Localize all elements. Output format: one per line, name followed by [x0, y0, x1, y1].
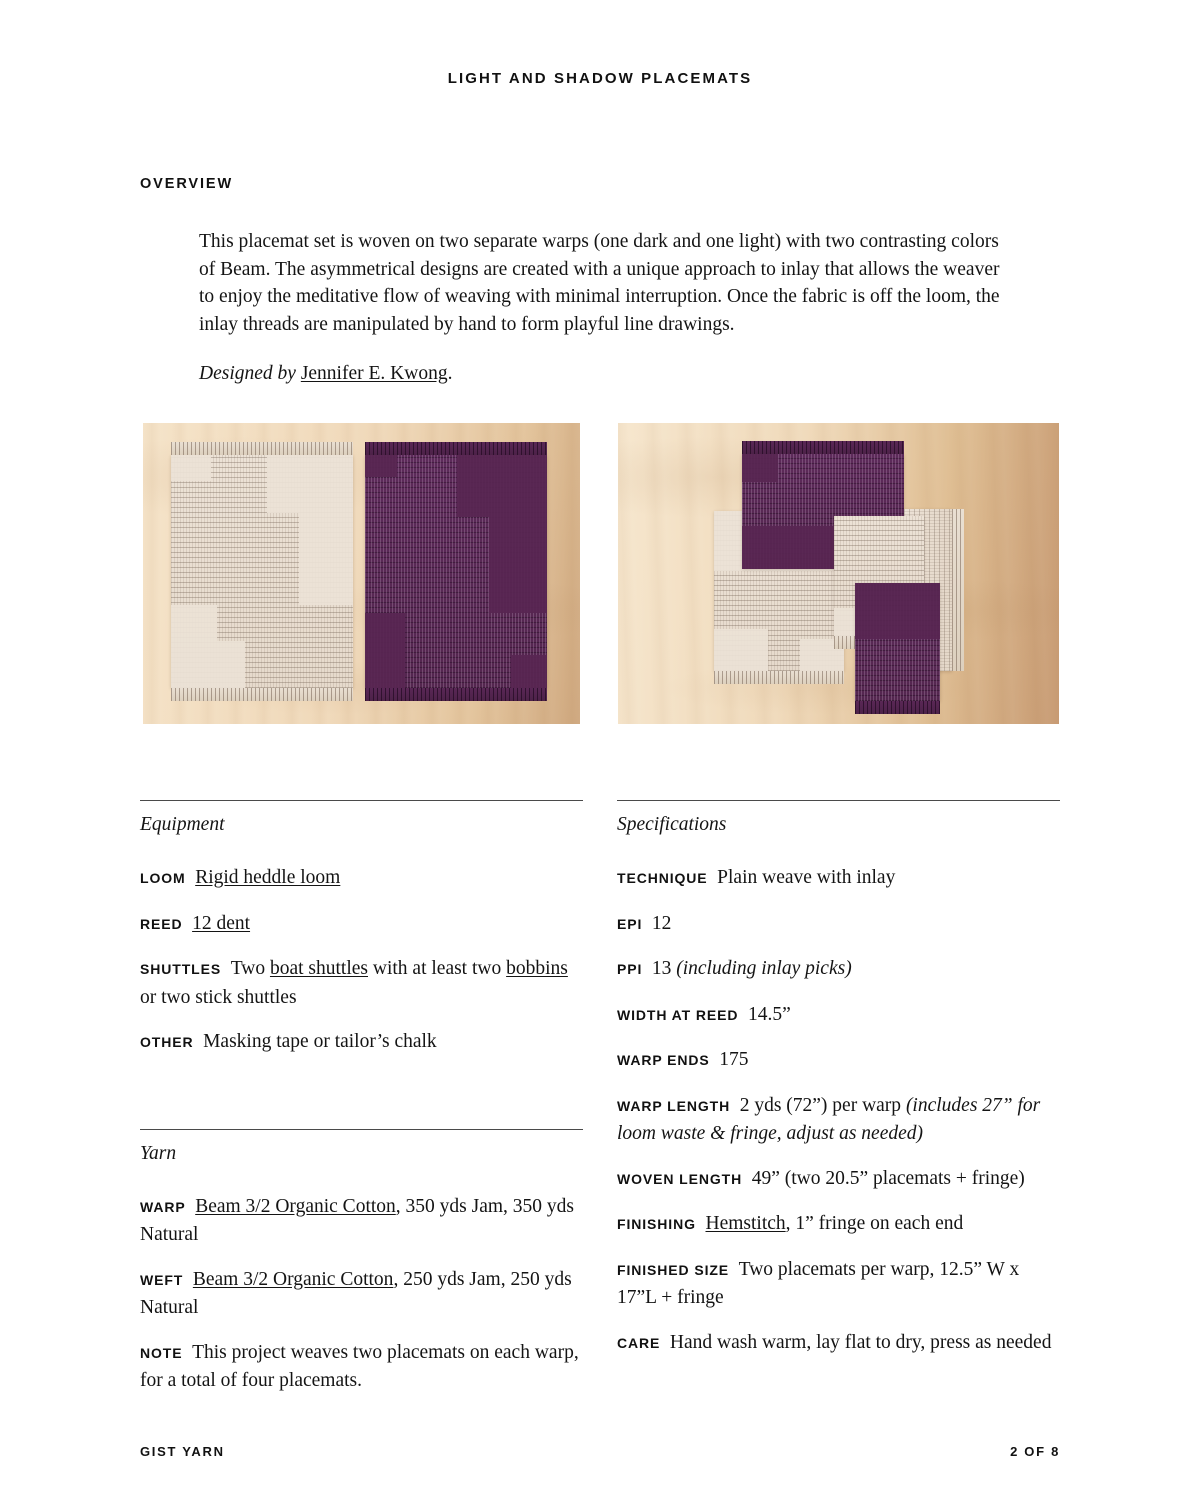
spec-item-width-at-reed [617, 1001, 1060, 1030]
spec-label-warp-ends: WARP ENDS [617, 1052, 710, 1068]
yarn-value-note: This project weaves two placemats on each warp, for a total of four placemats. [140, 1341, 579, 1391]
overview-section [140, 176, 1060, 388]
specifications-title: Specifications [617, 814, 727, 835]
equipment-label-reed: REED [140, 915, 183, 932]
designed-by-label: Designed by [199, 363, 296, 384]
inlay-shape [742, 454, 778, 482]
equipment-label-loom: LOOM [140, 870, 186, 886]
photo-four-placemats-stacked [618, 423, 1059, 724]
spec-note-ppi: (including inlay picks) [676, 958, 852, 979]
shuttles-text-pre: Two [230, 958, 270, 979]
spec-label-warp-length: WARP LENGTH [617, 1097, 731, 1114]
yarn-block [140, 1129, 583, 1395]
overview-paragraph: This placemat set is woven on two separate warps (one dark and one light) with two contrasting colors of Beam. The asymmetrical designs are created with a unique approach to inlay that allows the weaver to enjoy the meditative flow of weaving with minimal interruption. Once the fabric is off the loom, the inlay threads are manipulated by hand to form playful line drawings. [199, 231, 1000, 335]
page-footer [140, 1444, 1060, 1459]
spec-note-warp-length: (includes 27” for loom waste & fringe, adjust as needed) [617, 1094, 1041, 1144]
spec-value-warp-ends: 175 [719, 1049, 749, 1070]
yarn-link-warp[interactable]: Beam 3/2 Organic Cotton [195, 1195, 396, 1217]
spec-item-woven-length [617, 1165, 1060, 1194]
inlay-shape [855, 583, 940, 639]
details-columns [0, 800, 1200, 1420]
spec-value-finished-size: Two placemats per warp, 12.5” W x 17”L + fringe [617, 1258, 1020, 1308]
equipment-value-other: Masking tape or tailor’s chalk [203, 1031, 437, 1052]
spec-item-ppi [617, 955, 1060, 984]
footer-page-number: 2 OF 8 [1010, 1444, 1060, 1459]
equipment-item-shuttles [140, 955, 583, 1011]
right-column [617, 800, 1060, 1357]
yarn-value-weft: , 250 yds Jam, 250 yds Natural [140, 1268, 572, 1318]
inlay-shape [489, 517, 547, 613]
specifications-list [617, 864, 1060, 1357]
equipment-label-shuttles: SHUTTLES [140, 961, 222, 977]
page-header [0, 70, 1200, 87]
placemat-jam [365, 455, 547, 688]
fringe-bottom [714, 671, 844, 684]
inlay-shape [171, 605, 217, 688]
spec-label-care: CARE [617, 1334, 661, 1351]
placemat-jam-front [855, 583, 940, 701]
fringe-bottom [855, 701, 940, 714]
spec-value-ppi: 13 [651, 958, 677, 979]
yarn-link-weft[interactable]: Beam 3/2 Organic Cotton [192, 1268, 394, 1290]
spec-item-warp-ends [617, 1046, 1060, 1075]
spec-value-width-at-reed: 14.5” [747, 1003, 791, 1025]
spec-value-care: Hand wash warm, lay flat to dry, press as needed [669, 1331, 1052, 1353]
spec-value-warp-length: 2 yds (72”) per warp [739, 1094, 906, 1116]
designer-period: . [447, 363, 453, 384]
yarn-value-warp: , 350 yds Jam, 350 yds Natural [140, 1195, 574, 1245]
fringe-bottom [171, 688, 353, 701]
equipment-list [140, 864, 583, 1057]
fringe-top [742, 441, 904, 454]
spec-label-finishing: FINISHING [617, 1216, 696, 1232]
footer-brand: GIST YARN [140, 1444, 225, 1459]
spec-label-ppi: PPI [617, 961, 643, 977]
inlay-shape [217, 641, 245, 688]
inlay-shape [714, 629, 768, 671]
spec-item-finished-size [617, 1256, 1060, 1312]
yarn-item-warp [140, 1193, 583, 1249]
inlay-shape [457, 455, 547, 517]
fringe-bottom [365, 688, 547, 701]
specifications-divider [617, 800, 1060, 801]
spec-value-finishing: , 1” fringe on each end [785, 1213, 964, 1234]
spec-value-woven-length: 49” (two 20.5” placemats + fringe) [751, 1167, 1025, 1189]
overview-heading: OVERVIEW [140, 176, 234, 192]
spec-link-hemstitch[interactable]: Hemstitch [705, 1213, 786, 1234]
yarn-divider [140, 1129, 583, 1130]
equipment-link-loom[interactable]: Rigid heddle loom [195, 867, 341, 888]
equipment-link-boat-shuttles[interactable]: boat shuttles [269, 958, 368, 979]
equipment-item-other [140, 1028, 583, 1057]
fringe-right [952, 509, 964, 671]
spec-value-technique: Plain weave with inlay [717, 867, 896, 888]
equipment-link-bobbins[interactable]: bobbins [506, 958, 568, 979]
left-column [140, 800, 583, 1395]
inlay-shape [365, 613, 405, 688]
spec-item-finishing [617, 1210, 1060, 1239]
yarn-label-note: NOTE [140, 1344, 183, 1361]
equipment-link-reed[interactable]: 12 dent [192, 912, 251, 934]
document-title: LIGHT AND SHADOW PLACEMATS [447, 70, 753, 87]
yarn-title: Yarn [140, 1142, 177, 1164]
shuttles-text-mid: with at least two [368, 958, 507, 979]
spec-label-woven-length: WOVEN LENGTH [617, 1170, 743, 1187]
spec-item-epi [617, 910, 1060, 939]
fringe-top [365, 442, 547, 455]
spec-item-care [617, 1329, 1060, 1358]
equipment-item-loom [140, 864, 583, 893]
designer-credit [199, 360, 1009, 388]
yarn-list [140, 1193, 583, 1395]
spec-item-technique [617, 864, 1060, 893]
yarn-item-note [140, 1339, 583, 1395]
yarn-label-weft: WEFT [140, 1271, 184, 1288]
spec-label-finished-size: FINISHED SIZE [617, 1261, 730, 1278]
spec-label-epi: EPI [617, 915, 643, 932]
yarn-label-warp: WARP [140, 1198, 186, 1215]
shuttles-text-rest: or two stick shuttles [140, 986, 297, 1008]
spec-label-technique: TECHNIQUE [617, 870, 708, 886]
inlay-shape [171, 455, 211, 481]
overview-body [199, 228, 1009, 388]
photo-two-placemats-flat [143, 423, 580, 724]
inlay-shape [267, 455, 353, 513]
yarn-item-weft [140, 1266, 583, 1322]
equipment-title: Equipment [140, 814, 225, 835]
photo-row [143, 423, 1059, 724]
designer-link[interactable]: Jennifer E. Kwong [300, 363, 448, 384]
fringe-top [171, 442, 353, 455]
placemat-natural [171, 455, 353, 688]
spec-value-epi: 12 [651, 912, 672, 934]
equipment-item-reed [140, 910, 583, 939]
equipment-divider [140, 800, 583, 801]
inlay-shape [299, 513, 353, 605]
spec-label-width-at-reed: WIDTH AT REED [617, 1006, 739, 1023]
inlay-shape [365, 455, 397, 477]
equipment-label-other: OTHER [140, 1034, 194, 1050]
spec-item-warp-length [617, 1092, 1060, 1148]
inlay-shape [511, 655, 547, 688]
